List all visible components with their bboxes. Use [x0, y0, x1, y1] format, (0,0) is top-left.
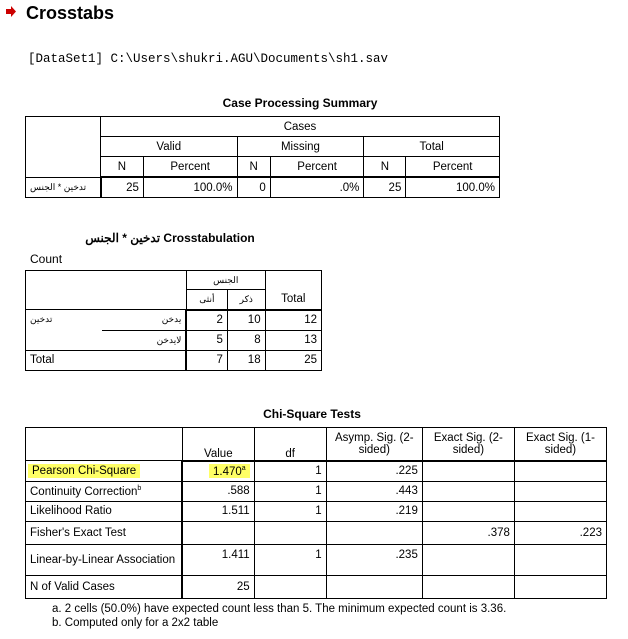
cell-value: 1 [254, 461, 326, 482]
cell-value: .235 [326, 544, 422, 575]
column-variable: الجنس [186, 271, 265, 290]
total-row-label: Total [26, 350, 187, 370]
cell-value: .443 [326, 481, 422, 501]
cell-value: 1 [254, 501, 326, 521]
sub-header: N [237, 157, 270, 178]
crosstab-table [25, 270, 322, 371]
cell-value: 1.470$^a$ [182, 461, 254, 482]
count-label: Count [30, 252, 63, 266]
test-label: Continuity Correction$^b$ [26, 481, 183, 501]
chi-square-caption: Chi-Square Tests [263, 407, 361, 421]
case-summary-table [25, 116, 500, 198]
arrow-icon [6, 6, 16, 17]
cell-value [254, 575, 326, 598]
col-header: Exact Sig. (1-sided) [514, 428, 606, 461]
cell-value: .223 [514, 521, 606, 544]
cell-value: 7 [186, 350, 227, 370]
col-header: Value [182, 428, 254, 461]
row-label: تدخين * الجنس [26, 177, 101, 198]
cell-value [254, 521, 326, 544]
cell-value: 25 [265, 350, 321, 370]
cell-value: 1 [254, 544, 326, 575]
sub-header: Percent [406, 157, 500, 178]
col-header: df [254, 428, 326, 461]
group-header: Missing [237, 137, 364, 157]
cell-value: 0 [237, 177, 270, 198]
cell-value: 10 [227, 310, 265, 331]
row-category: لايدخن [102, 330, 186, 350]
dataset-path: [DataSet1] C:\Users\shukri.AGU\Documents\sh1.sav [28, 52, 389, 66]
test-label: N of Valid Cases [26, 575, 183, 598]
cell-value: 1.411 [182, 544, 254, 575]
group-header: Valid [101, 137, 238, 157]
cell-value: 100.0% [143, 177, 237, 198]
cell-value [514, 544, 606, 575]
cell-value [182, 521, 254, 544]
cell-value: 12 [265, 310, 321, 331]
group-header: Total [364, 137, 500, 157]
page-title: Crosstabs [26, 3, 115, 23]
cell-value: .378 [422, 521, 514, 544]
cell-value: 1 [254, 481, 326, 501]
cell-value: 2 [186, 310, 227, 331]
cell-value [514, 481, 606, 501]
footnote: b. Computed only for a 2x2 table [52, 617, 219, 629]
cell-value: 25 [364, 177, 406, 198]
column-category: أنثى [186, 290, 227, 310]
cell-value [514, 575, 606, 598]
row-variable: تدخين [26, 310, 103, 351]
cell-value [422, 481, 514, 501]
test-label [26, 461, 183, 482]
case-summary-caption: Case Processing Summary [222, 96, 378, 110]
cell-value: .219 [326, 501, 422, 521]
total-header: Total [265, 271, 321, 310]
cell-value: 25 [182, 575, 254, 598]
sub-header: Percent [270, 157, 364, 178]
test-label: Fisher's Exact Test [26, 521, 183, 544]
highlighted-label: Pearson Chi-Square [28, 464, 140, 478]
cell-value: .225 [326, 461, 422, 482]
sub-header: N [364, 157, 406, 178]
col-header: Asymp. Sig. (2-sided) [326, 428, 422, 461]
column-category: ذكر [227, 290, 265, 310]
cell-value: 13 [265, 330, 321, 350]
crosstab-caption: تدخين * الجنس Crosstabulation [85, 231, 255, 245]
sub-header: Percent [143, 157, 237, 178]
cell-value: 1.511 [182, 501, 254, 521]
col-header: Exact Sig. (2-sided) [422, 428, 514, 461]
test-label: Linear-by-Linear Association [26, 544, 183, 575]
sub-header: N [101, 157, 144, 178]
cell-value [326, 575, 422, 598]
cell-value: 5 [186, 330, 227, 350]
cell-value: .0% [270, 177, 364, 198]
cell-value: 25 [101, 177, 144, 198]
cell-value [422, 501, 514, 521]
cases-header: Cases [101, 117, 500, 137]
cell-value: 100.0% [406, 177, 500, 198]
cell-value [422, 575, 514, 598]
cell-value [514, 501, 606, 521]
test-label: Likelihood Ratio [26, 501, 183, 521]
footnote: a. 2 cells (50.0%) have expected count less than 5. The minimum expected count is 3.36. [52, 603, 507, 615]
row-category: يدخن [102, 310, 186, 331]
cell-value: 8 [227, 330, 265, 350]
cell-value [422, 461, 514, 482]
cell-value: 18 [227, 350, 265, 370]
cell-value [326, 521, 422, 544]
cell-value: .588 [182, 481, 254, 501]
cell-value [422, 544, 514, 575]
cell-value [514, 461, 606, 482]
chi-square-table [25, 427, 607, 599]
